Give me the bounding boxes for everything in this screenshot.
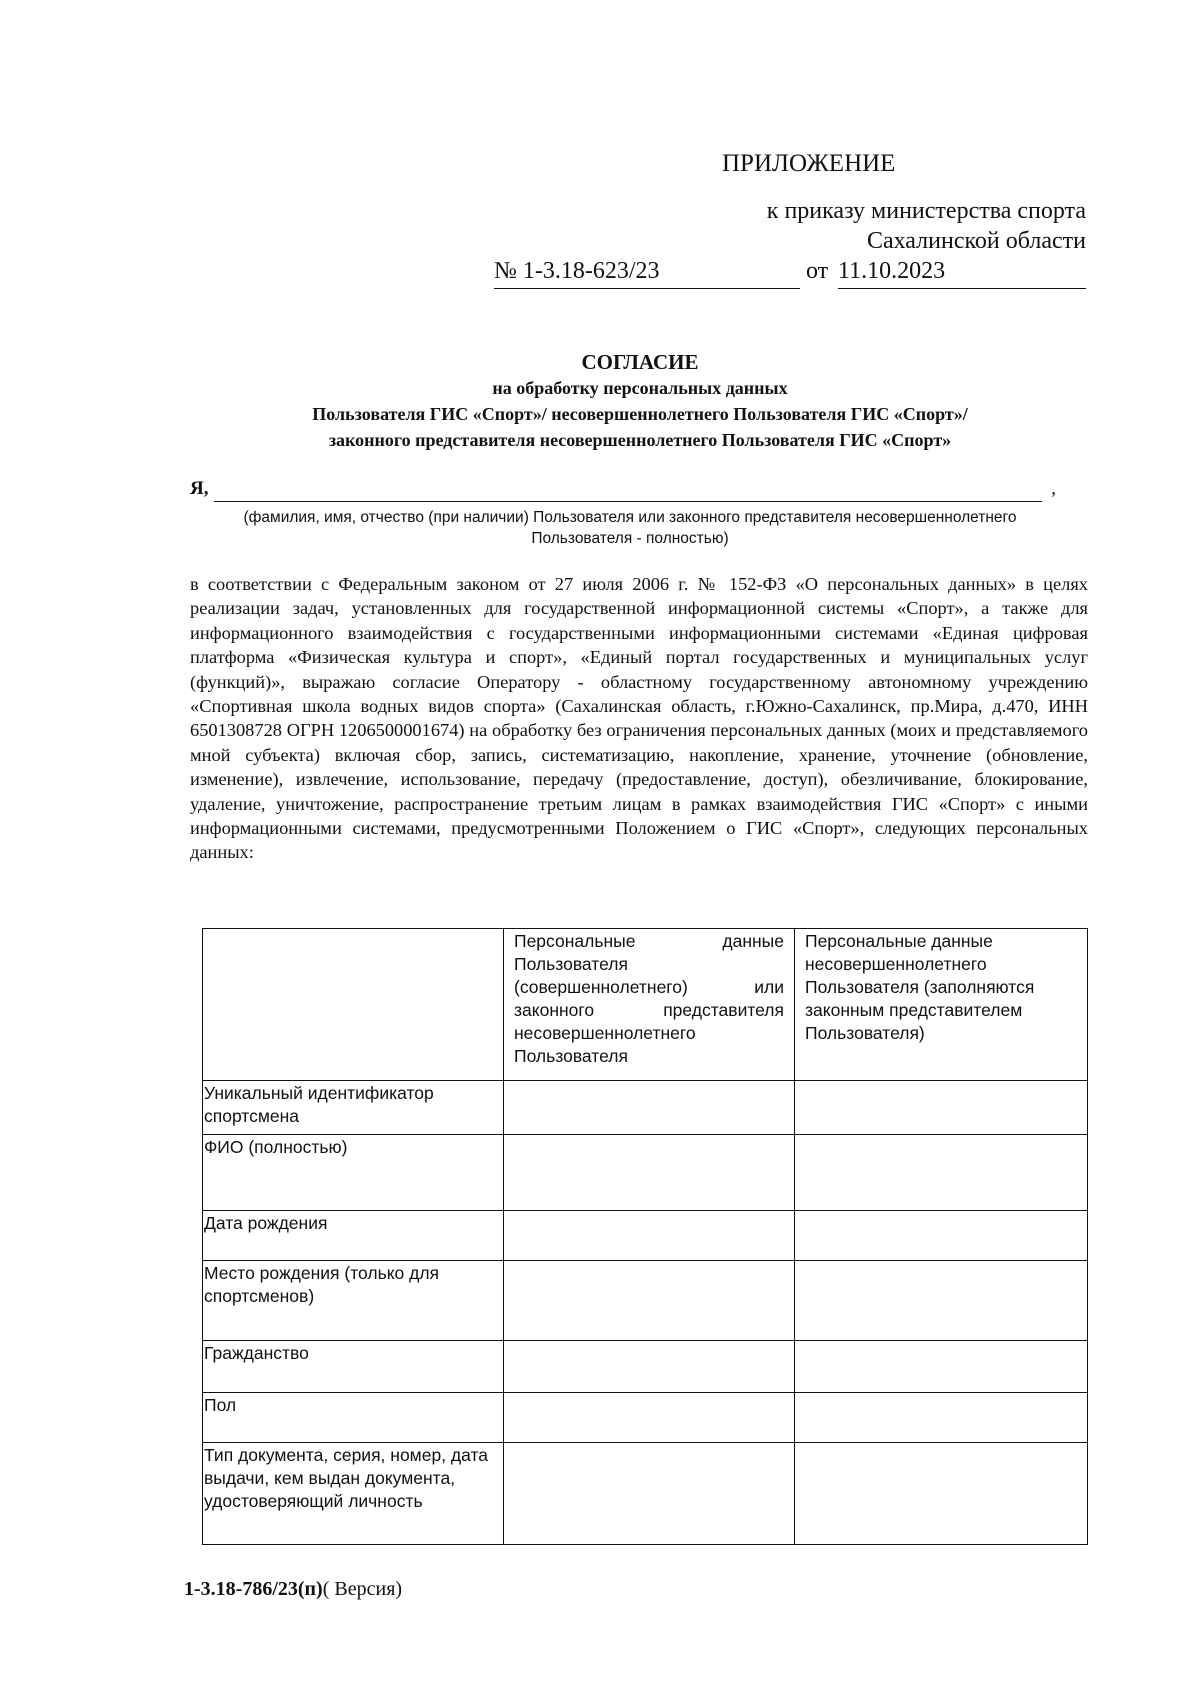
consent-subject-line2: законного представителя несовершеннолетнего Пользователя ГИС «Спорт» bbox=[328, 430, 952, 450]
declarant-name-field[interactable] bbox=[214, 501, 1042, 502]
minor-data-cell[interactable] bbox=[795, 1443, 1088, 1545]
personal-data-table bbox=[202, 928, 1088, 1545]
order-date-field bbox=[838, 258, 1086, 289]
adult-data-cell[interactable] bbox=[504, 1341, 795, 1393]
order-number-field bbox=[494, 258, 800, 289]
row-label: Гражданство bbox=[203, 1341, 504, 1393]
table-header-cell: Персональные данные Пользователя (совершеннолетнего) или законного представителя несовершеннолетнего Пользователя bbox=[504, 929, 795, 1081]
declarant-name-row bbox=[190, 478, 1056, 504]
appendix-region-line: Сахалинской области bbox=[866, 228, 1086, 254]
appendix-order-line: к приказу министерства спорта bbox=[766, 198, 1086, 224]
minor-data-cell[interactable] bbox=[795, 1135, 1088, 1211]
document-footer bbox=[184, 1578, 402, 1601]
minor-data-cell[interactable] bbox=[795, 1081, 1088, 1135]
declarant-prefix: Я, bbox=[190, 478, 209, 499]
declarant-caption-line1: (фамилия, имя, отчество (при наличии) Пользователя или законного представителя несовершеннолетнего bbox=[243, 509, 1017, 526]
consent-subject-line1: Пользователя ГИС «Спорт»/ несовершеннолетнего Пользователя ГИС «Спорт»/ bbox=[312, 404, 968, 424]
table-header-cell bbox=[203, 929, 504, 1081]
consent-body-text: в соответствии с Федеральным законом от 27 июля 2006 г. № 152-ФЗ «О персональных данных» в целях реализации задач, установленных для государственной информационной системы «Спорт», а также для информационного взаимодействия с государственными информационными системами «Единая цифровая платформа «Физическая культура и спорт», «Единый портал государственных и муниципальных услуг (функций)», выражаю согласие Оператору - областному государственному автономному учреждению «Спортивная школа водных видов спорта» (Сахалинская область, г.Южно-Сахалинск, пр.Мира, д.470, ИНН 6501308728 ОГРН 1206500001674) на обработку без ограничения персональных данных (моих и представляемого мной субъекта) включая сбор, запись, систематизацию, накопление, хранение, уточнение (обновление, изменение), извлечение, использование, передачу (предоставление, доступ), обезличивание, блокирование, удаление, уничтожение, распространение третьим лицам в рамках взаимодействия ГИС «Спорт» с иными информационными системами, предусмотренными Положением о ГИС «Спорт», следующих персональных данных: bbox=[190, 574, 1088, 863]
declarant-caption-line2: Пользователя - полностью) bbox=[531, 530, 729, 547]
adult-data-cell[interactable] bbox=[504, 1261, 795, 1341]
table-row bbox=[203, 1443, 1088, 1545]
minor-data-cell[interactable] bbox=[795, 1261, 1088, 1341]
minor-data-cell[interactable] bbox=[795, 1211, 1088, 1261]
adult-data-cell[interactable] bbox=[504, 1211, 795, 1261]
table-row bbox=[203, 1341, 1088, 1393]
declarant-caption bbox=[190, 507, 1070, 549]
declarant-comma: , bbox=[1051, 478, 1056, 499]
order-number: № 1-3.18-623/23 bbox=[494, 258, 660, 284]
consent-heading: СОГЛАСИЕ bbox=[581, 350, 699, 374]
minor-data-cell[interactable] bbox=[795, 1393, 1088, 1443]
order-from-label: от bbox=[806, 258, 829, 284]
table-row bbox=[203, 1261, 1088, 1341]
row-label: ФИО (полностью) bbox=[203, 1135, 504, 1211]
row-label: Тип документа, серия, номер, дата выдачи, кем выдан документа, удостоверяющий личность bbox=[203, 1443, 504, 1545]
adult-data-cell[interactable] bbox=[504, 1135, 795, 1211]
table-row bbox=[203, 1211, 1088, 1261]
table-row bbox=[203, 1081, 1088, 1135]
table-header-row bbox=[203, 929, 1088, 1081]
adult-data-cell[interactable] bbox=[504, 1393, 795, 1443]
table-header-cell: Персональные данные несовершеннолетнего Пользователя (заполняются законным представителем Пользователя) bbox=[795, 929, 1088, 1081]
adult-data-cell[interactable] bbox=[504, 1443, 795, 1545]
order-date: 11.10.2023 bbox=[838, 258, 946, 284]
order-reference bbox=[494, 258, 1086, 290]
row-label: Дата рождения bbox=[203, 1211, 504, 1261]
minor-data-cell[interactable] bbox=[795, 1341, 1088, 1393]
row-label: Пол bbox=[203, 1393, 504, 1443]
table-row bbox=[203, 1393, 1088, 1443]
table-row bbox=[203, 1135, 1088, 1211]
appendix-title: ПРИЛОЖЕНИЕ bbox=[722, 150, 896, 177]
row-label: Место рождения (только для спортсменов) bbox=[203, 1261, 504, 1341]
consent-subheading: на обработку персональных данных bbox=[492, 378, 788, 398]
row-label: Уникальный идентификатор спортсмена bbox=[203, 1081, 504, 1135]
adult-data-cell[interactable] bbox=[504, 1081, 795, 1135]
document-code: 1-3.18-786/23(п) bbox=[184, 1578, 323, 1600]
document-version: ( Версия) bbox=[322, 1578, 403, 1600]
